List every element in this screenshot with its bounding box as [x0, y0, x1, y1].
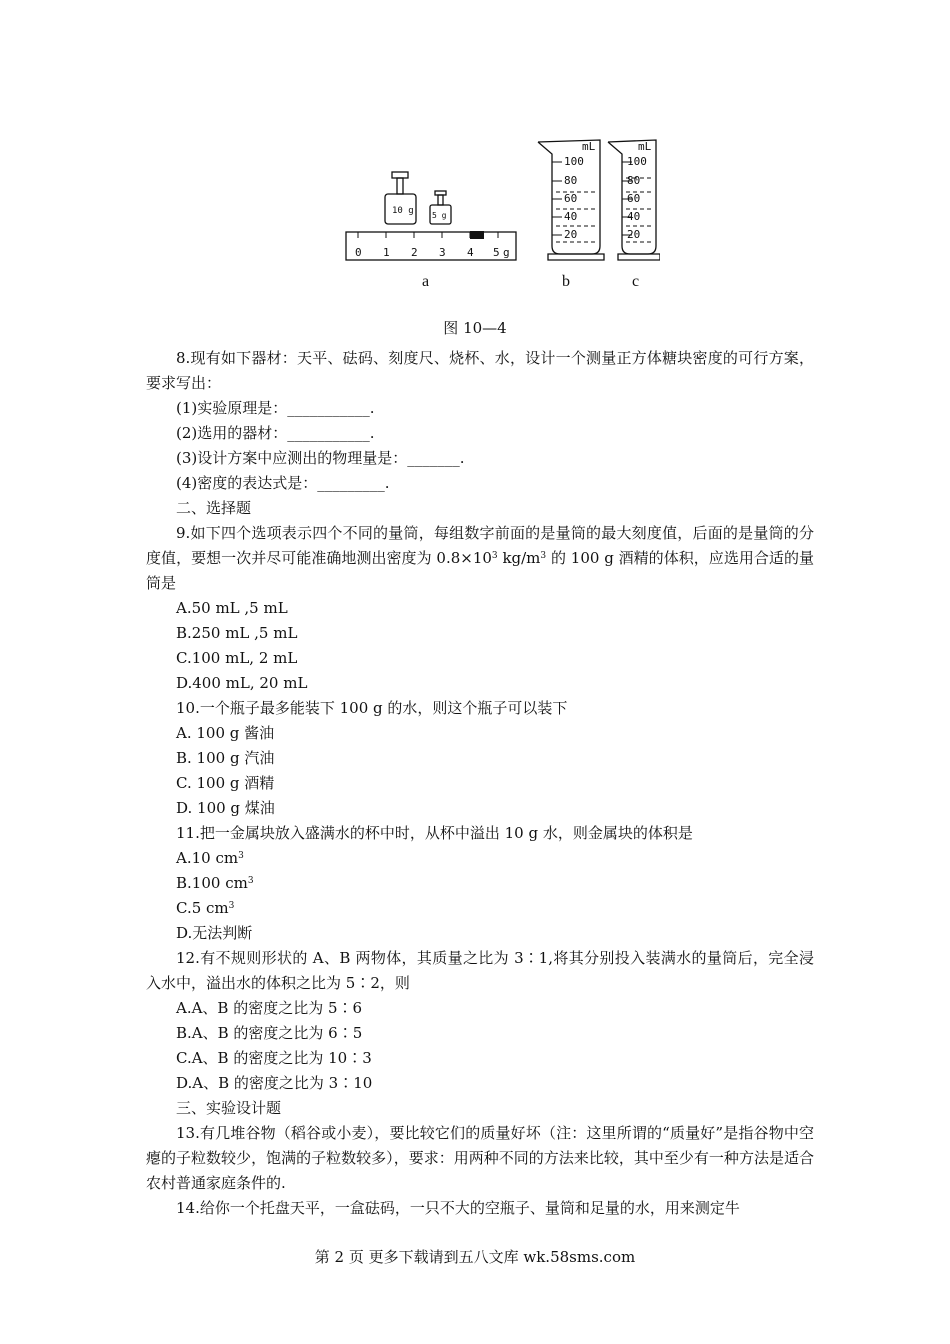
q9-option-a: A.50 mL ,5 mL — [176, 599, 288, 617]
scale-unit: g — [503, 246, 510, 259]
cylinder-b-tick-20: 20 — [564, 228, 578, 241]
cylinder-b-tick-100: 100 — [564, 155, 584, 168]
q8-stem: 8.现有如下器材：天平、砝码、刻度尺、烧杯、水，设计一个测量正方体糖块密度的可行方案，要求写出： — [146, 349, 814, 392]
rider — [470, 231, 484, 239]
cylinder-c-unit: mL — [638, 140, 652, 153]
q9-option-c: C.100 mL, 2 mL — [176, 649, 298, 667]
q12-option-d: D.A、B 的密度之比为 3∶10 — [176, 1074, 373, 1092]
q8-item-4: (4)密度的表达式是：_________. — [176, 474, 390, 492]
q12-option-a: A.A、B 的密度之比为 5∶6 — [176, 999, 363, 1017]
cylinder-c-tick-60: 60 — [627, 192, 641, 205]
q9-option-b: B.250 mL ,5 mL — [176, 624, 298, 642]
scale-tick-4: 4 — [467, 246, 474, 259]
cylinder-c-tick-40: 40 — [627, 210, 641, 223]
q9-option-d: D.400 mL, 20 mL — [176, 674, 308, 692]
label-c: c — [632, 273, 640, 290]
cylinder-c-tick-100: 100 — [627, 155, 647, 168]
section-2-heading: 二、选择题 — [176, 499, 252, 517]
question-body — [146, 346, 814, 1221]
cylinder-b-tick-80: 80 — [564, 174, 578, 187]
cylinder-b-base — [548, 254, 604, 260]
q11-option-c: C.5 $cm^3$ — [176, 899, 235, 917]
section-3-heading: 三、实验设计题 — [176, 1099, 282, 1117]
q11-option-b: B.100 $cm^3$ — [176, 874, 254, 892]
q10-stem: 10.一个瓶子最多能装下 100 g 的水，则这个瓶子可以装下 — [176, 699, 568, 717]
q10-option-a: A. 100 g 酱油 — [176, 724, 275, 742]
q10-option-b: B. 100 g 汽油 — [176, 749, 275, 767]
q10-option-c: C. 100 g 酒精 — [176, 774, 275, 792]
cylinder-b-tick-60: 60 — [564, 192, 578, 205]
balance-and-cylinders-diagram — [330, 134, 660, 294]
q8-item-1: (1)实验原理是：___________. — [176, 399, 375, 417]
q8-item-2: (2)选用的器材：___________. — [176, 424, 375, 442]
q14-text: 14.给你一个托盘天平，一盒砝码，一只不大的空瓶子、量筒和足量的水，用来测定牛 — [176, 1199, 740, 1217]
weight-5g-neck — [438, 195, 443, 205]
figure-caption: 图 10—4 — [443, 319, 507, 337]
label-a: a — [422, 273, 430, 290]
scale-tick-0: 0 — [355, 246, 362, 259]
cylinder-b-tick-40: 40 — [564, 210, 578, 223]
cylinder-c-tick-80: 80 — [627, 174, 641, 187]
scale-tick-1: 1 — [383, 246, 390, 259]
weight-10g-neck — [397, 178, 403, 194]
weight-10g-knob — [392, 172, 408, 178]
figure-10-4 — [330, 134, 660, 294]
scale-tick-2: 2 — [411, 246, 418, 259]
q10-option-d: D. 100 g 煤油 — [176, 799, 275, 817]
q11-stem: 11.把一金属块放入盛满水的杯中时，从杯中溢出 10 g 水，则金属块的体积是 — [176, 824, 693, 842]
scale-tick-5: 5 — [493, 246, 500, 259]
cylinder-c-tick-20: 20 — [627, 228, 641, 241]
page-footer: 第 2 页 更多下载请到五八文库 wk.58sms.com — [314, 1248, 636, 1266]
q11-option-d: D.无法判断 — [176, 924, 253, 942]
q11-option-a: A.10 $cm^3$ — [176, 849, 244, 867]
q12-option-b: B.A、B 的密度之比为 6∶5 — [176, 1024, 363, 1042]
cylinder-c-base — [618, 254, 660, 260]
cylinder-b-unit: mL — [582, 140, 596, 153]
beam-scale — [346, 232, 516, 260]
weight-5g-label: 5 g — [432, 211, 447, 220]
scale-tick-3: 3 — [439, 246, 446, 259]
q8-item-3: (3)设计方案中应测出的物理量是：_______. — [176, 449, 465, 467]
weight-10g-label: 10 g — [392, 206, 414, 216]
label-b: b — [562, 273, 570, 290]
q9-stem: 9.如下四个选项表示四个不同的量筒，每组数字前面的是量筒的最大刻度值，后面的是量筒的分度值，要想一次并尽可能准确地测出密度为 $0.8\times 10^3$ $kg/m^3$ 的 100 g 酒精的体积，应选用合适的量筒是 — [146, 524, 814, 592]
q12-stem: 12.有不规则形状的 A、B 两物体，其质量之比为 3∶1,将其分别投入装满水的量筒后，完全浸入水中，溢出水的体积之比为 5∶2，则 — [146, 949, 814, 992]
q12-option-c: C.A、B 的密度之比为 10∶3 — [176, 1049, 372, 1067]
q13-text: 13.有几堆谷物（稻谷或小麦），要比较它们的质量好坏（注：这里所谓的“质量好”是指谷物中空瘪的子粒数较少，饱满的子粒数较多），要求：用两种不同的方法来比较，其中至少有一种方法是适合农村普通家庭条件的. — [146, 1124, 814, 1192]
